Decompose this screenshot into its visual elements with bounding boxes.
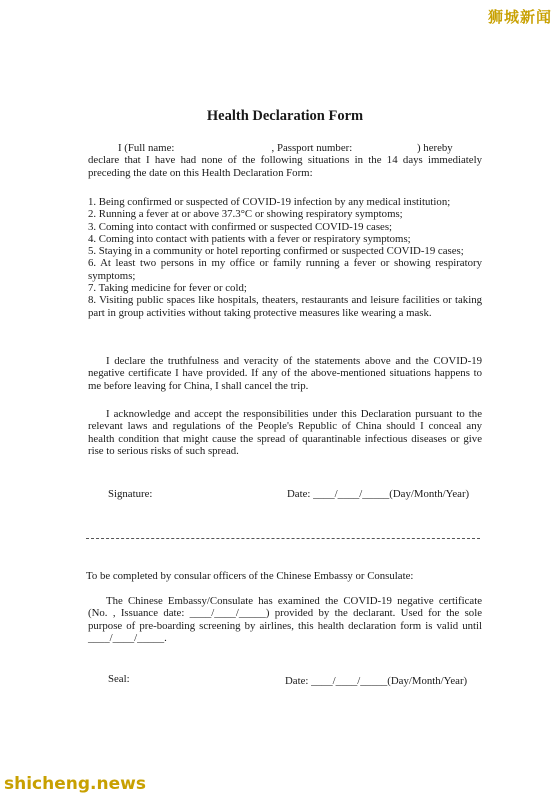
- list-item: 4. Coming into contact with patients with a fever or respiratory symptoms;: [88, 232, 411, 245]
- intro-paragraph: [88, 142, 482, 179]
- watermark-site-text: shicheng.news: [4, 774, 146, 794]
- intro-line-1: I (Full name: , Passport number: ) hereby: [118, 142, 453, 154]
- list-item: 6. At least two persons in my office or family running a fever or showing respiratory symptoms;: [88, 257, 482, 282]
- list-item: 2. Running a fever at or above 37.3°C or showing respiratory symptoms;: [88, 208, 403, 221]
- list-item: 5. Staying in a community or hotel reporting confirmed or suspected COVID-19 cases;: [88, 245, 464, 258]
- consular-heading: To be completed by consular officers of the Chinese Embassy or Consulate:: [86, 570, 414, 582]
- list-item: 8. Visiting public spaces like hospitals, theaters, restaurants and leisure facilities or taking part in group activities without taking protective measures like wearing a mask.: [88, 294, 482, 319]
- acknowledgement-paragraph: I acknowledge and accept the responsibilities under this Declaration pursuant to the relevant laws and regulations of the People's Republic of China should I conceal any health condition that might cause the spread of quarantinable infectious diseases or give rise to serious risks of such spread.: [88, 408, 482, 457]
- seal-date-field: Date: ____/____/_____(Day/Month/Year): [285, 675, 468, 687]
- signature-label: Signature:: [108, 488, 153, 500]
- intro-line-rest: declare that I have had none of the following situations in the 14 days immediately preceding the date on this Health Declaration Form:: [88, 154, 482, 179]
- signature-date-field: Date: ____/____/_____(Day/Month/Year): [287, 488, 470, 500]
- situations-list: [88, 196, 482, 319]
- watermark-logo-text: 狮城新闻: [487, 8, 552, 26]
- list-item: 1. Being confirmed or suspected of COVID-19 infection by any medical institution;: [88, 196, 451, 208]
- seal-label: Seal:: [108, 673, 130, 685]
- list-item: 7. Taking medicine for fever or cold;: [88, 282, 247, 295]
- form-title: Health Declaration Form: [206, 108, 364, 124]
- declaration-paragraph: I declare the truthfulness and veracity of the statements above and the COVID-19 negative certificate I have provided. If any of the above-mentioned situations happens to me before leaving for China, I shall cancel the trip.: [88, 355, 482, 392]
- list-item: 3. Coming into contact with confirmed or suspected COVID-19 cases;: [88, 220, 393, 233]
- section-divider: [86, 538, 480, 539]
- consular-paragraph: The Chinese Embassy/Consulate has examined the COVID-19 negative certificate (No. , Issuance date: ____/____/_____) provided by the declarant. Used for the sole purpose of pre-boarding screening by airlines, this health declaration form is valid until ____/____/_____.: [88, 595, 482, 644]
